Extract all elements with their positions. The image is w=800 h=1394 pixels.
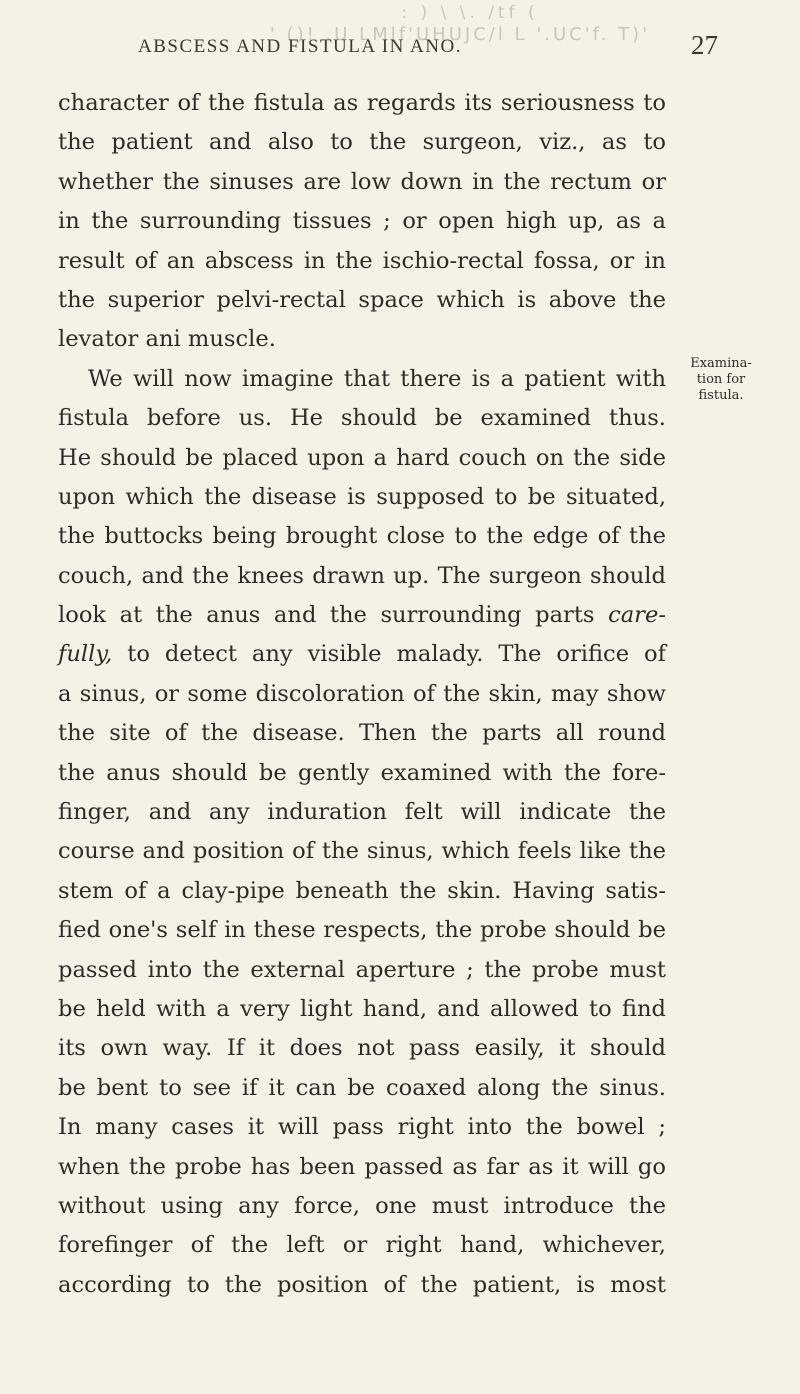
text-line: fied one's self in these respects, the probe should be: [58, 917, 666, 944]
margin-note-line: tion for: [696, 372, 746, 387]
text-line: the buttocks being brought close to the edge of the: [58, 523, 666, 550]
text-line: finger, and any induration felt will indicate the: [58, 799, 666, 826]
text-line: upon which the disease is supposed to be situated,: [58, 483, 666, 510]
text-line-with-italic: [58, 596, 666, 635]
text-line: when the probe has been passed as far as it will go: [58, 1153, 666, 1180]
text-line: a sinus, or some discoloration of the skin, may show: [58, 680, 666, 707]
stamp-line-2: ' ()! .U LMlf'UHUJC/l L '.UC'f. T)': [269, 24, 651, 45]
italic-word: fully,: [58, 641, 113, 668]
text-line: the site of the disease. Then the parts all round: [58, 720, 666, 747]
body-text: [58, 84, 666, 1305]
margin-note: [676, 356, 766, 404]
text-line: In many cases it will pass right into the bowel ;: [58, 1114, 666, 1141]
text-line: its own way. If it does not pass easily, it should: [58, 1035, 666, 1062]
margin-note-line: Examina-: [690, 356, 752, 371]
text-line: fistula before us. He should be examined thus.: [58, 405, 666, 432]
text-line: be bent to see if it can be coaxed along the sinus.: [58, 1074, 666, 1101]
text-line: whether the sinuses are low down in the rectum or: [58, 168, 666, 195]
text-line: forefinger of the left or right hand, whichever,: [58, 1232, 666, 1259]
stamp-line-1: : ) \ \. /tf (: [401, 3, 539, 23]
page-number: 27: [691, 30, 718, 60]
text-line: in the surrounding tissues ; or open high up, as a: [58, 208, 666, 235]
italic-word: care-: [608, 602, 666, 629]
text-line: the superior pelvi-rectal space which is above the: [58, 286, 666, 313]
text-line: result of an abscess in the ischio-rectal fossa, or in: [58, 247, 666, 274]
text-line-with-italic: [58, 635, 666, 674]
text-segment: to detect any visible malady. The orifice of: [112, 641, 666, 668]
text-line: character of the fistula as regards its seriousness to: [58, 90, 666, 116]
text-line: course and position of the sinus, which feels like the: [58, 838, 666, 865]
text-line: according to the position of the patient, is most: [58, 1271, 666, 1298]
text-segment: look at the anus and the surrounding parts: [58, 602, 595, 629]
text-line: couch, and the knees drawn up. The surgeon should: [58, 562, 666, 589]
text-line: stem of a clay-pipe beneath the skin. Having satis-: [58, 877, 666, 904]
text-line: be held with a very light hand, and allowed to find: [58, 995, 666, 1022]
text-line: without using any force, one must introduce the: [58, 1192, 666, 1219]
text-line: He should be placed upon a hard couch on the side: [58, 444, 666, 471]
margin-note-line: fistula.: [698, 388, 744, 403]
text-line: We will now imagine that there is a patient with: [88, 365, 666, 392]
text-line: the patient and also to the surgeon, viz., as to: [58, 129, 666, 156]
text-line: levator ani muscle.: [58, 326, 276, 353]
text-line: the anus should be gently examined with the fore-: [58, 759, 666, 786]
text-line: passed into the external aperture ; the probe must: [58, 956, 666, 983]
running-title: ABSCESS AND FISTULA IN ANO.: [138, 36, 462, 57]
